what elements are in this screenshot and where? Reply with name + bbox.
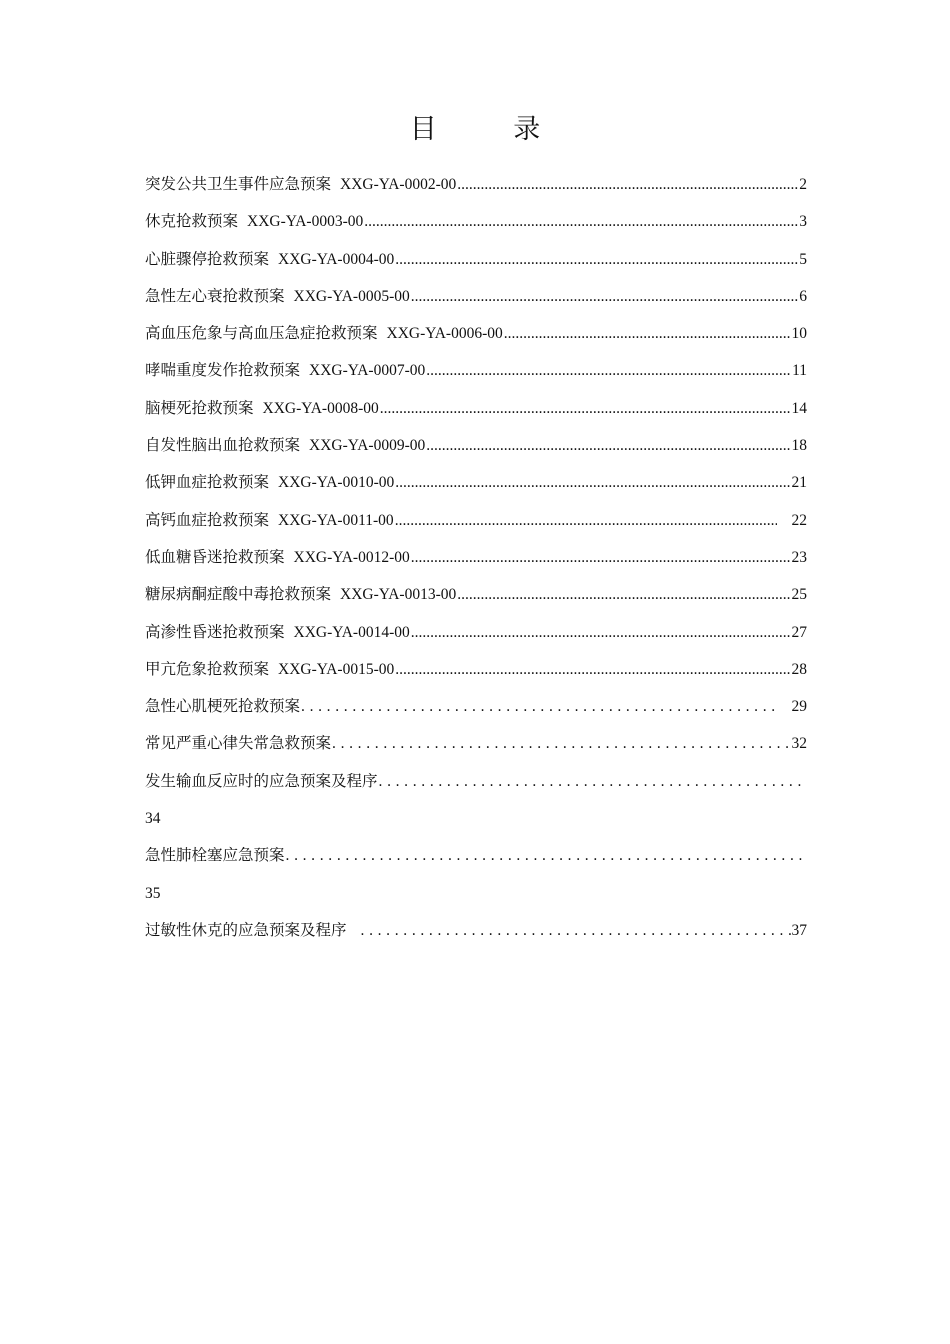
- toc-leader-dots: [457, 166, 798, 203]
- toc-leader-dots: [411, 278, 798, 315]
- toc-entry[interactable]: [145, 278, 807, 315]
- toc-entry-code: XXG-YA-0013-00: [340, 586, 457, 604]
- toc-entry[interactable]: [145, 837, 807, 912]
- toc-entry[interactable]: [145, 912, 807, 949]
- toc-entry-code: XXG-YA-0012-00: [293, 548, 410, 566]
- toc-entry[interactable]: [145, 390, 807, 427]
- toc-entry-label: 高钙血症抢救预案: [145, 510, 270, 529]
- toc-entry-label: 高血压危象与高血压急症抢救预案: [145, 324, 378, 343]
- toc-entry-code: XXG-YA-0006-00: [386, 325, 503, 343]
- toc-entry-code: XXG-YA-0004-00: [278, 250, 395, 268]
- toc-list: [145, 166, 807, 949]
- toc-entry-page: 32: [791, 735, 807, 753]
- toc-entry[interactable]: [145, 688, 807, 725]
- toc-entry-page: 23: [791, 548, 807, 566]
- toc-entry[interactable]: [145, 464, 807, 501]
- toc-entry-page: 10: [791, 325, 807, 343]
- toc-entry-page: 27: [791, 623, 807, 641]
- toc-entry-label: 急性左心衰抢救预案: [145, 286, 285, 305]
- toc-leader-dots: [395, 651, 790, 688]
- toc-entry-code: XXG-YA-0002-00: [340, 176, 457, 193]
- toc-entry-page: 5: [799, 250, 807, 268]
- toc-entry-label: 急性肺栓塞应急预案: [145, 846, 285, 865]
- toc-entry[interactable]: [145, 651, 807, 688]
- toc-entry-page: 34: [145, 810, 161, 828]
- toc-entry-page: 21: [791, 474, 807, 492]
- toc-entry-label: 糖尿病酮症酸中毒抢救预案: [145, 585, 332, 604]
- toc-entry-page: 22: [791, 511, 807, 529]
- toc-entry-label: 甲亢危象抢救预案: [145, 659, 270, 678]
- toc-entry-page: 28: [791, 660, 807, 678]
- toc-entry-label: 过敏性休克的应急预案及程序: [145, 920, 347, 939]
- toc-entry-label: 低钾血症抢救预案: [145, 473, 270, 492]
- toc-entry-label: 脑梗死抢救预案: [145, 398, 254, 417]
- toc-leader-dots: [379, 763, 807, 800]
- toc-entry-code: XXG-YA-0015-00: [278, 660, 395, 678]
- toc-entry[interactable]: [145, 166, 807, 203]
- toc-entry-page: 35: [145, 884, 161, 902]
- toc-entry-code: XXG-YA-0011-00: [278, 511, 394, 529]
- toc-entry-code: XXG-YA-0014-00: [293, 623, 410, 641]
- toc-title: 目 录: [409, 114, 575, 145]
- toc-leader-dots: [301, 688, 776, 725]
- toc-entry-code: XXG-YA-0009-00: [309, 437, 426, 455]
- toc-leader-dots: [332, 725, 790, 762]
- toc-entry-label: 低血糖昏迷抢救预案: [145, 547, 285, 566]
- toc-entry-code: XXG-YA-0003-00: [247, 213, 364, 231]
- toc-entry[interactable]: [145, 352, 807, 389]
- toc-entry-page: 25: [791, 586, 807, 604]
- toc-entry[interactable]: [145, 725, 807, 762]
- toc-entry[interactable]: [145, 427, 807, 464]
- toc-entry-page: 2: [799, 176, 807, 193]
- toc-leader-dots: [504, 315, 791, 352]
- toc-entry[interactable]: [145, 315, 807, 352]
- toc-entry-code: XXG-YA-0005-00: [293, 287, 410, 305]
- toc-entry[interactable]: [145, 614, 807, 651]
- toc-entry-line: [145, 763, 807, 800]
- toc-entry[interactable]: [145, 763, 807, 838]
- toc-leader-dots: [395, 502, 777, 539]
- toc-entry-label: 高渗性昏迷抢救预案: [145, 622, 285, 641]
- toc-entry[interactable]: [145, 539, 807, 576]
- toc-leader-dots: [426, 427, 790, 464]
- toc-entry[interactable]: [145, 203, 807, 240]
- toc-leader-dots: [364, 203, 798, 240]
- toc-entry[interactable]: [145, 502, 807, 539]
- toc-leader-dots: [411, 539, 791, 576]
- toc-entry-page: 3: [799, 213, 807, 231]
- toc-entry-label: 急性心肌梗死抢救预案: [145, 697, 301, 716]
- toc-entry-line: [145, 837, 807, 874]
- toc-leader-dots: [411, 614, 791, 651]
- toc-entry-page: 14: [791, 399, 807, 417]
- toc-leader-dots: [380, 390, 791, 427]
- toc-entry-code: XXG-YA-0007-00: [309, 362, 426, 380]
- toc-entry[interactable]: [145, 576, 807, 613]
- toc-leader-dots: [395, 241, 798, 278]
- toc-entry-label: 休克抢救预案: [145, 212, 239, 231]
- toc-entry-page: 37: [791, 921, 807, 939]
- toc-entry[interactable]: [145, 241, 807, 278]
- toc-entry-label: 自发性脑出血抢救预案: [145, 436, 301, 455]
- toc-leader-dots: [426, 352, 791, 389]
- toc-entry-page: 11: [792, 362, 807, 380]
- toc-entry-code: XXG-YA-0010-00: [278, 474, 395, 492]
- toc-leader-dots: [395, 464, 790, 501]
- toc-entry-label: 常见严重心律失常急救预案: [145, 734, 332, 753]
- toc-entry-code: XXG-YA-0008-00: [262, 399, 379, 417]
- toc-leader-dots: [457, 576, 790, 613]
- toc-entry-page: 29: [791, 698, 807, 716]
- toc-leader-dots: [361, 912, 791, 949]
- toc-entry-label: 哮喘重度发作抢救预案: [145, 361, 301, 380]
- toc-entry-page: 6: [799, 287, 807, 305]
- toc-entry-label: 心脏骤停抢救预案: [145, 249, 270, 268]
- toc-entry-page: 18: [791, 437, 807, 455]
- toc-entry-label: 发生输血反应时的应急预案及程序: [145, 771, 378, 790]
- toc-entry-label: 突发公共卫生事件应急预案: [145, 175, 332, 193]
- toc-leader-dots: [286, 837, 807, 874]
